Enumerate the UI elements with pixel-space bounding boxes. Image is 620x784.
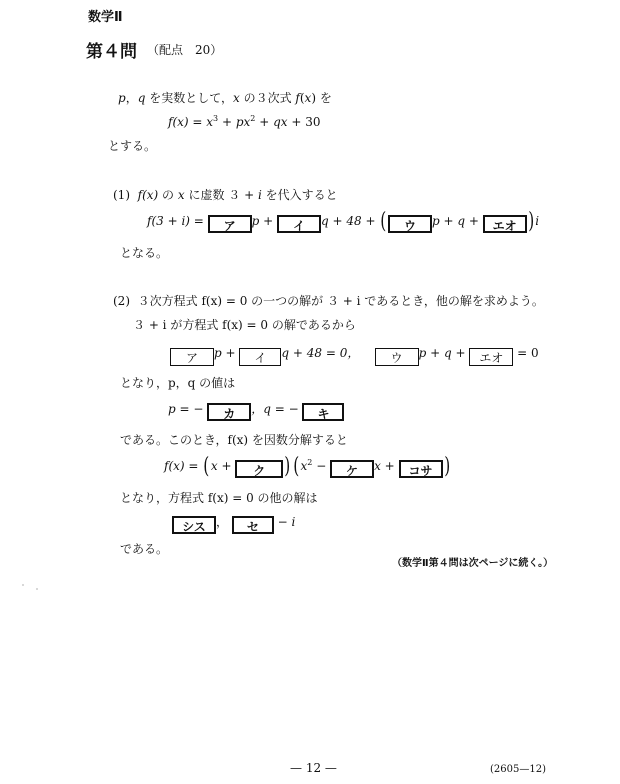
part2-solutions: シス ， セ − i — [172, 513, 295, 534]
answer-box-eo-ref: エオ — [469, 348, 513, 366]
answer-box-i-ref: イ — [239, 348, 281, 366]
problem-title: 第４問 — [86, 42, 137, 62]
answer-box-eo[interactable]: エオ — [483, 215, 527, 233]
answer-box-a[interactable]: ア — [208, 215, 252, 233]
answer-box-se[interactable]: セ — [232, 516, 274, 534]
answer-box-u-ref: ウ — [375, 348, 419, 366]
part2-equation1: ア p + イ q + 48 = 0， ウ p + q + エオ = 0 — [170, 344, 539, 366]
document-code: (2605—12) — [490, 764, 546, 775]
continuation-note: （数学Ⅱ第４問は次ページに続く。） — [392, 558, 554, 569]
part2-line4: である。このとき，f(x) を因数分解すると — [120, 433, 348, 447]
answer-box-i[interactable]: イ — [277, 215, 321, 233]
subject-header: 数学Ⅱ — [88, 10, 123, 25]
answer-box-shisu[interactable]: シス — [172, 516, 216, 534]
part2-line3: となり，p，q の値は — [120, 376, 236, 390]
intro-line: p，q を実数として，x の３次式 f(x) を — [118, 91, 332, 105]
part1-equation: f(3 + i) = ア p + イ q + 48 + ( ウ p + q + エオ )i — [147, 209, 540, 234]
answer-box-ki[interactable]: キ — [302, 403, 344, 421]
part1-conclusion: となる。 — [120, 246, 169, 260]
scan-speck — [36, 588, 38, 590]
answer-box-ku[interactable]: ク — [235, 460, 283, 478]
part2-line2: ３ + i が方程式 f(x) = 0 の解であるから — [133, 318, 356, 332]
intro-conclusion: とする。 — [108, 139, 157, 153]
part2-statement: (2) ３次方程式 f(x) = 0 の一つの解が ３ + i であるとき，他の解を求めよう。 — [113, 294, 544, 308]
scan-speck — [22, 584, 24, 586]
answer-box-a-ref: ア — [170, 348, 214, 366]
answer-box-ka[interactable]: カ — [207, 403, 251, 421]
answer-box-ke[interactable]: ケ — [330, 460, 374, 478]
part1-statement: (1) f(x) の x に虚数 ３ + i を代入すると — [113, 188, 338, 202]
part2-line5: となり，方程式 f(x) = 0 の他の解は — [120, 491, 318, 505]
page-number: — 12 — — [290, 761, 337, 775]
function-definition: $f(x) = x^3 + px^2$ + qx + 30 — [168, 114, 321, 129]
part2-factorization: f(x) = (x + ク ) ($x^2$ − ケ x + コサ ) — [164, 454, 450, 479]
answer-box-kosa[interactable]: コサ — [399, 460, 443, 478]
part2-pq-values: p = − カ ，q = − キ — [168, 400, 344, 421]
points-label: （配点 20） — [147, 43, 223, 57]
part2-line6: である。 — [120, 542, 169, 556]
answer-box-u[interactable]: ウ — [388, 215, 432, 233]
